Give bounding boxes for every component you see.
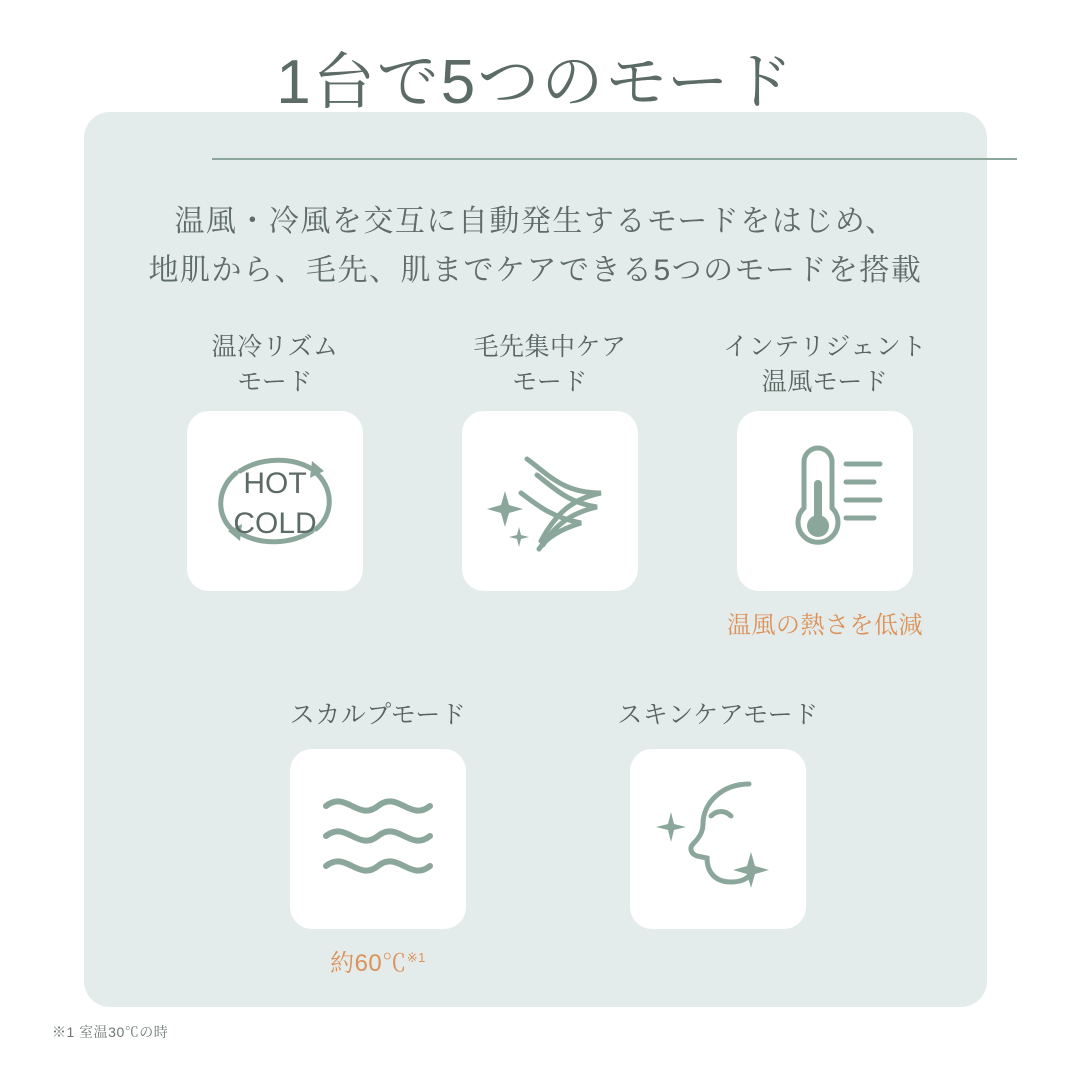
mode-icon-tile xyxy=(462,411,638,591)
modes-row-top xyxy=(155,330,945,640)
mode-label-line1: スキンケアモード xyxy=(617,701,819,729)
hair-ends-sparkle-icon xyxy=(485,441,615,561)
mode-note-sup: ※1 xyxy=(406,949,426,965)
mode-label xyxy=(211,330,338,399)
lead-line-2: 地肌から、毛先、肌までケアできる5つのモードを搭載 xyxy=(148,253,923,287)
mode-label xyxy=(723,330,927,399)
thermometer-icon xyxy=(760,436,890,566)
mode-label xyxy=(617,698,818,733)
mode-card-onrei-rhythm xyxy=(155,330,395,640)
mode-note-text: 約60℃ xyxy=(330,949,407,977)
mode-card-hair-ends xyxy=(430,330,670,640)
title-underline xyxy=(212,158,1017,160)
mode-icon-tile xyxy=(737,411,913,591)
cold-label: COLD xyxy=(233,507,317,540)
modes-row-bottom xyxy=(258,698,838,978)
mode-card-intelligent-warm xyxy=(705,330,945,640)
mode-label-line1: 毛先集中ケア xyxy=(473,333,627,361)
mode-label-line2: 温風モード xyxy=(761,367,889,396)
mode-icon-tile xyxy=(630,749,806,929)
lead-paragraph xyxy=(0,198,1071,295)
mode-card-skincare xyxy=(598,698,838,978)
hot-cold-cycle-icon xyxy=(200,431,350,571)
lead-line-1: 温風・冷風を交互に自動発生するモードをはじめ、 xyxy=(174,205,897,238)
mode-note xyxy=(330,943,426,978)
face-skincare-icon xyxy=(653,776,783,901)
page-title: 1台で5つのモード xyxy=(276,48,795,117)
mode-label xyxy=(290,698,467,733)
scalp-waves-icon xyxy=(318,784,438,894)
mode-label-line2: モード xyxy=(237,367,313,396)
mode-label-line1: インテリジェント xyxy=(723,333,927,361)
hot-label: HOT xyxy=(243,467,307,500)
footnote: ※1 室温30℃の時 xyxy=(52,1024,169,1040)
mode-label-line1: スカルプモード xyxy=(289,701,467,729)
mode-icon-tile xyxy=(290,749,466,929)
mode-label-line1: 温冷リズム xyxy=(211,333,339,361)
mode-card-scalp xyxy=(258,698,498,978)
mode-note: 温風の熱さを低減 xyxy=(727,612,923,639)
mode-label-line2: モード xyxy=(512,367,588,396)
mode-icon-tile xyxy=(187,411,363,591)
mode-label xyxy=(473,330,626,399)
